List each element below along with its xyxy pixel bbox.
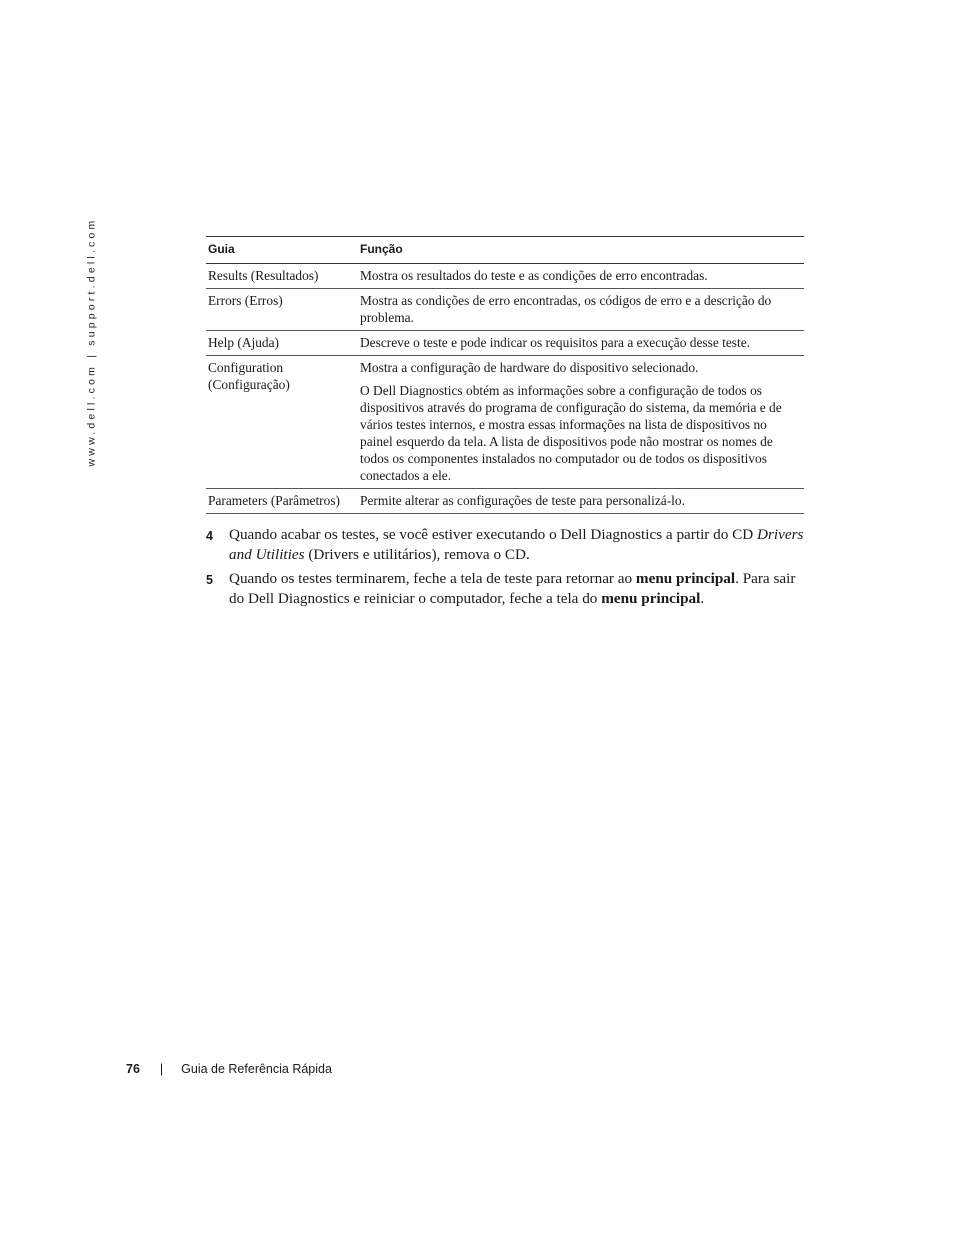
row-function (358, 489, 804, 514)
table-row (206, 356, 804, 489)
row-function (358, 331, 804, 356)
step-text-part: (Drivers e utilitários), remova o CD. (304, 546, 530, 563)
sidebar-url (83, 217, 99, 467)
row-tab-name: Parameters (Parâmetros) (206, 489, 358, 514)
header-funcao: Função (358, 237, 804, 264)
row-function (358, 356, 804, 489)
row-tab-name: Errors (Erros) (206, 289, 358, 331)
table-header-row (206, 237, 804, 264)
step-text-italic: Drivers and Utilities (229, 526, 804, 563)
row-tab-name: Configuration (Configuração) (206, 356, 358, 489)
step-text (229, 569, 814, 609)
step-text-part: . Para sair do Dell Diagnostics e reiniciar o computador, feche a tela do (229, 570, 796, 607)
function-text: O Dell Diagnostics obtém as informações sobre a configuração de todos os dispositivos através do programa de configuração do sistema, da memória e de vários testes internos, e mostra essas informações na lista de dispositivos no painel esquerdo da tela. A lista de dispositivos pode não mostrar os nomes de todos os componentes instalados no computador ou de todos os dispositivos conectados a ele. (360, 383, 782, 483)
table-row (206, 289, 804, 331)
step-text-part: Quando acabar os testes, se você estiver executando o Dell Diagnostics a partir do CD (229, 526, 758, 543)
list-item (206, 525, 814, 565)
footer-separator: | (159, 1062, 164, 1076)
table-row (206, 331, 804, 356)
list-item (206, 569, 814, 609)
steps-list (206, 525, 814, 613)
step-text-bold: menu principal (635, 570, 736, 587)
row-function (358, 289, 804, 331)
function-text: Permite alterar as configurações de teste para personalizá-lo. (360, 493, 685, 508)
footer-title: Guia de Referência Rápida (181, 1062, 332, 1076)
row-tab-name: Help (Ajuda) (206, 331, 358, 356)
row-function (358, 264, 804, 289)
sidebar-url-text: www.dell.com | support.dell.com (85, 217, 98, 467)
function-text: Descreve o teste e pode indicar os requisitos para a execução desse teste. (360, 335, 751, 350)
step-text (229, 525, 814, 565)
step-text-bold: menu principal (601, 590, 701, 607)
table-row (206, 489, 804, 514)
step-text-part: Quando os testes terminarem, feche a tela de teste para retornar ao (229, 570, 636, 587)
row-tab-name: Results (Resultados) (206, 264, 358, 289)
table-row (206, 264, 804, 289)
step-number: 4 (206, 529, 213, 543)
step-number: 5 (206, 573, 213, 587)
function-text: Mostra os resultados do teste e as condições de erro encontradas. (360, 268, 708, 283)
header-guia: Guia (206, 237, 358, 264)
function-text: Mostra as condições de erro encontradas, os códigos de erro e a descrição do problema. (360, 293, 772, 325)
tabs-table (206, 236, 804, 514)
page-footer (126, 1062, 332, 1076)
page-number: 76 (126, 1062, 140, 1076)
function-text: Mostra a configuração de hardware do dispositivo selecionado. (360, 360, 699, 375)
step-text-part: . (700, 590, 705, 607)
